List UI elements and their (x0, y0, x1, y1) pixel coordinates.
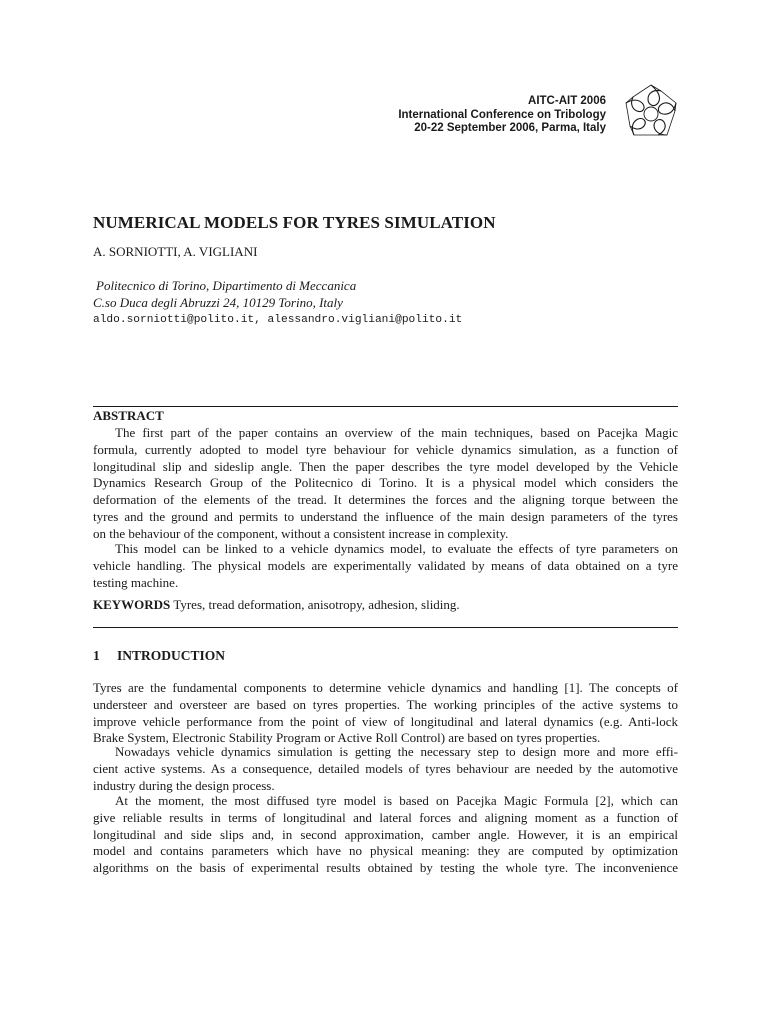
text-line: algorithms on the basis of experimental results obtained by testing the whole tyre. The inconvenience (93, 860, 678, 876)
affiliation-block (93, 277, 462, 329)
section-number: 1 (93, 648, 100, 663)
keywords-text: Tyres, tread deformation, anisotropy, adhesion, sliding. (173, 597, 460, 612)
section-title: INTRODUCTION (117, 648, 226, 663)
conference-header (398, 95, 606, 136)
text-line: Nowadays vehicle dynamics simulation is getting the necessary step to design more and more effi- (115, 744, 678, 759)
text-line: cient active systems. As a consequence, detailed models of tyres behaviour are needed by the automotive (93, 760, 678, 776)
abstract-paragraph-1 (93, 425, 678, 543)
text-line: on the behaviour of the component, without a consistent increase in complexity. (93, 525, 509, 541)
abstract-bottom-rule (93, 627, 678, 628)
conference-full-name: International Conference on Tribology (398, 108, 606, 121)
affiliation-institution: Politecnico di Torino, Dipartimento di Meccanica (96, 278, 357, 293)
text-line: Tyres are the fundamental components to determine vehicle dynamics and handling [1]. The concepts of (93, 680, 678, 695)
section-heading (93, 648, 225, 664)
text-line: deformation of the elements of the tread. It determines the forces and the aligning torque between the (93, 492, 678, 508)
abstract-heading: ABSTRACT (93, 408, 164, 423)
text-line: This model can be linked to a vehicle dynamics model, to evaluate the effects of tyre parameters on (115, 541, 678, 556)
paper-title: NUMERICAL MODELS FOR TYRES SIMULATION (93, 213, 496, 232)
conference-dates: 20-22 September 2006, Parma, Italy (414, 122, 606, 134)
text-line: model and contains parameters which have no physical meaning: they are computed by optimization (93, 843, 678, 859)
abstract-top-rule (93, 406, 678, 407)
text-line: testing machine. (93, 574, 179, 590)
paper-authors: A. SORNIOTTI, A. VIGLIANI (93, 244, 258, 259)
conference-short-name: AITC-AIT 2006 (528, 95, 606, 107)
keywords-line (93, 597, 460, 613)
text-line: understeer and oversteer are based on tyres properties. The working principles of the active systems to (93, 696, 678, 712)
keywords-label: KEYWORDS (93, 597, 171, 612)
text-line: longitudinal slip and sideslip angle. Then the paper describes the tyre model developed by the Vehicle (93, 458, 678, 474)
text-line: longitudinal and side slips and, in second approximation, camber angle. However, it is an empirical (93, 826, 678, 842)
intro-paragraph-1 (93, 680, 678, 747)
intro-paragraph-3 (93, 793, 678, 877)
text-line: The first part of the paper contains an overview of the main techniques, based on Pacejka Magic (115, 425, 678, 440)
text-line: Dynamics Research Group of the Politecnico di Torino. It is a physical model which considers the (93, 475, 678, 491)
text-line: improve vehicle performance from the point of view of longitudinal and lateral dynamics (e.g. Anti-lock (93, 713, 678, 729)
intro-paragraph-2 (93, 744, 678, 794)
author-emails: aldo.sorniotti@polito.it, alessandro.vigliani@polito.it (93, 314, 463, 326)
text-line: At the moment, the most diffused tyre model is based on Pacejka Magic Formula [2], which can (115, 793, 678, 808)
text-line: vehicle handling. The physical models are experimentally validated by means of data obtained on a tyre (93, 557, 678, 573)
affiliation-address: C.so Duca degli Abruzzi 24, 10129 Torino, Italy (93, 295, 343, 310)
conference-logo-icon (618, 81, 684, 141)
text-line: Brake System, Electronic Stability Program or Active Roll Control) are based on tyres properties. (93, 730, 601, 746)
text-line: give reliable results in terms of longitudinal and lateral forces and aligning moment as a function of (93, 809, 678, 825)
text-line: industry during the design process. (93, 777, 275, 793)
abstract-paragraph-2 (93, 541, 678, 591)
text-line: formula, currently adopted to model tyre behaviour for vehicle dynamics simulation, as a function of (93, 441, 678, 457)
text-line: tyres and the ground and permits to understand the influence of the main design parameters of the tyres (93, 508, 678, 524)
